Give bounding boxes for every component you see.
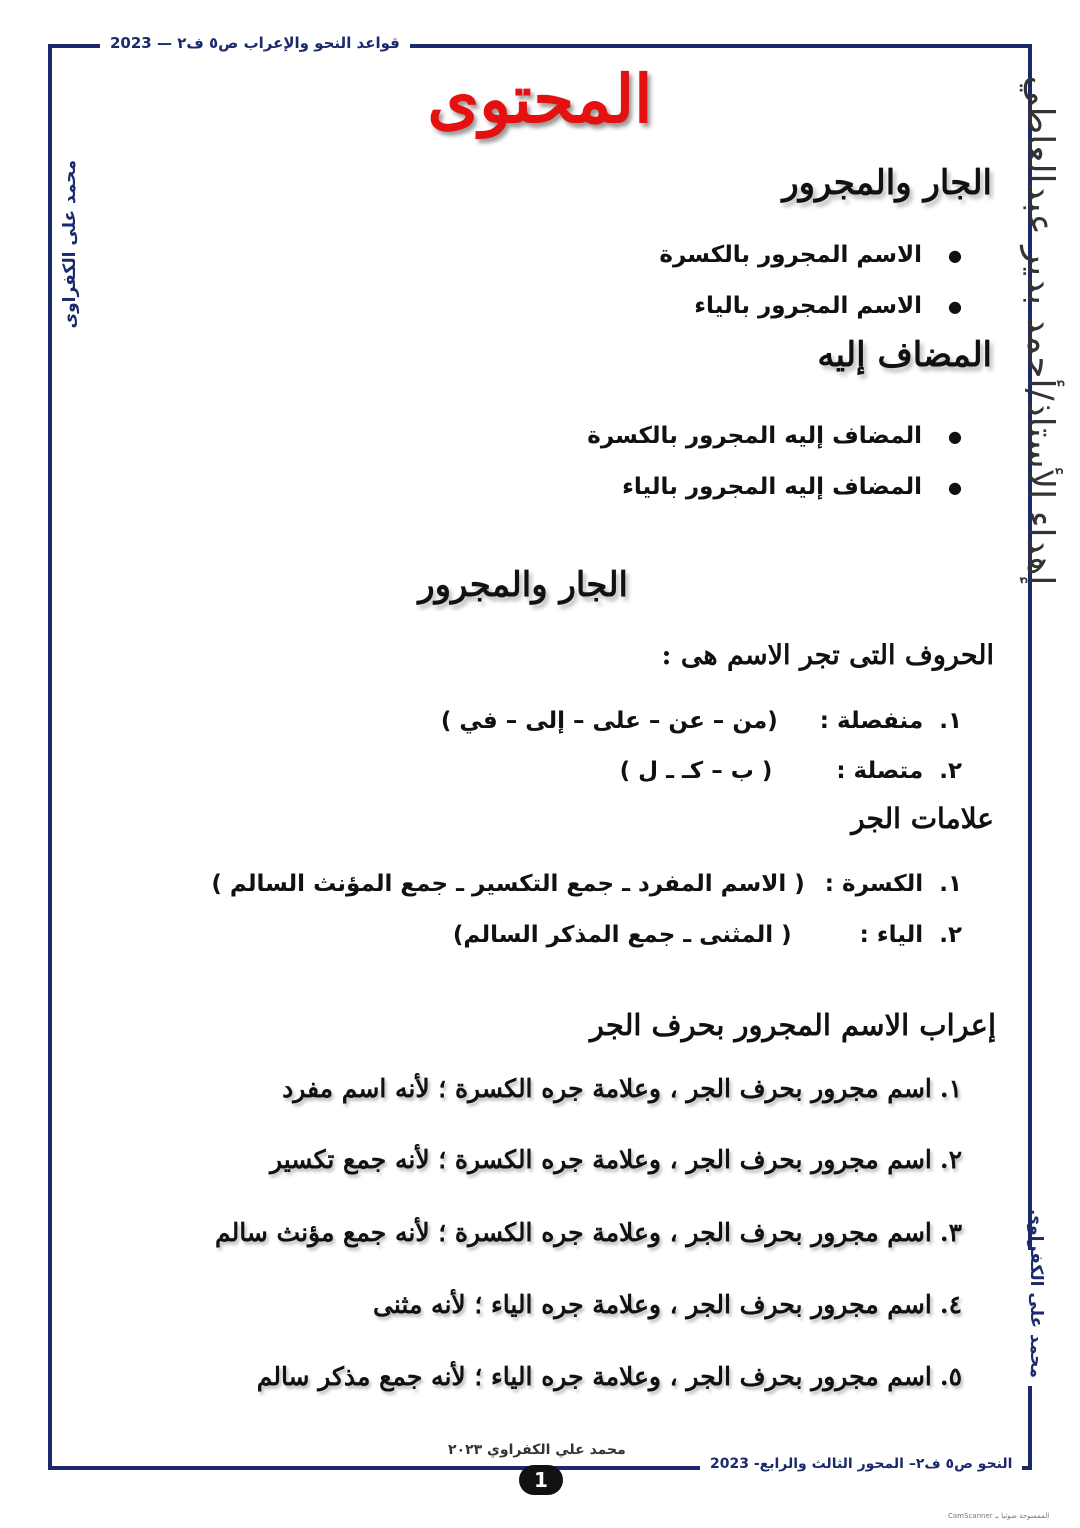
irab-text: اسم مجرور بحرف الجر ، وعلامة جره الكسرة ؛ لأنه جمع مؤنث سالم <box>215 1218 932 1247</box>
signs-value: ( الاسم المفرد ـ جمع التكسير ـ جمع المؤنث السالم ) <box>211 871 805 897</box>
page-number-badge: 1 <box>519 1465 563 1495</box>
signs-row <box>211 871 962 897</box>
page-title: المحتوى <box>427 60 653 138</box>
irab-text: اسم مجرور بحرف الجر ، وعلامة جره الكسرة ؛ لأنه اسم مفرد <box>282 1074 932 1103</box>
signs-num: ١. <box>939 871 962 897</box>
irab-item <box>257 1362 962 1391</box>
irab-num: ٥. <box>939 1362 962 1391</box>
frame-left-border <box>48 44 52 1468</box>
letters-value: ( ب – كـ ـ ل ) <box>619 758 773 784</box>
letters-label: متصلة : <box>836 758 924 784</box>
irab-num: ٤. <box>939 1290 962 1319</box>
letters-row <box>620 758 962 784</box>
toc-item: ● المضاف إليه المجرور بالياء <box>622 474 962 500</box>
irab-text: اسم مجرور بحرف الجر ، وعلامة جره الياء ؛ لأنه جمع مذكر سالم <box>256 1362 932 1391</box>
irab-title: إعراب الاسم المجرور بحرف الجر <box>589 1008 996 1042</box>
signs-label: الياء : <box>859 922 924 948</box>
irab-num: ١. <box>939 1074 962 1103</box>
header-tag: قواعد النحو والإعراب ص٥ ف٢ — 2023 <box>100 34 410 52</box>
irab-text: اسم مجرور بحرف الجر ، وعلامة جره الياء ؛ لأنه مثنى <box>373 1290 932 1319</box>
letters-label: منفصلة : <box>819 708 924 734</box>
signs-label: الكسرة : <box>824 871 924 897</box>
irab-item <box>282 1074 962 1103</box>
footer-tag: النحو ص٥ ف٢– المحور الثالث والرابع- 2023 <box>700 1456 1022 1472</box>
irab-text: اسم مجرور بحرف الجر ، وعلامة جره الكسرة ؛ لأنه جمع تكسير <box>269 1145 932 1174</box>
signs-num: ٢. <box>939 922 962 948</box>
signs-title: علامات الجر <box>851 802 994 835</box>
irab-num: ٢. <box>939 1145 962 1174</box>
letters-value: (من – عن – على – إلى – في ) <box>440 708 778 734</box>
toc-section2-title: المضاف إليه <box>817 335 992 375</box>
irab-item <box>215 1218 962 1247</box>
side-author-right: محمد على الكفراوى <box>1026 1250 1046 1386</box>
body-heading: الجار والمجرور <box>418 565 628 605</box>
side-dedication: إهداء الأستاذ/أحمد بدير عبدالعاطي <box>1019 75 1061 586</box>
letters-num: ١. <box>939 708 962 734</box>
signs-value: ( المثنى ـ جمع المذكر السالم) <box>452 922 792 948</box>
irab-item <box>373 1290 962 1319</box>
letters-num: ٢. <box>939 758 962 784</box>
toc-section1-title: الجار والمجرور <box>782 163 992 203</box>
toc-item: ● الاسم المجرور بالكسرة <box>659 242 962 268</box>
signs-row <box>453 922 962 948</box>
scanner-watermark: الممسوحة ضوئيا بـ CamScanner <box>948 1512 1050 1520</box>
side-author-left: محمد على الكفراوى <box>60 152 80 288</box>
letters-intro: الحروف التى تجر الاسم هى : <box>661 640 994 671</box>
irab-num: ٣. <box>939 1218 962 1247</box>
toc-item: ● الاسم المجرور بالياء <box>694 293 962 319</box>
toc-item: ● المضاف إليه المجرور بالكسرة <box>587 423 962 449</box>
irab-item <box>270 1145 962 1174</box>
letters-row <box>441 708 962 734</box>
footer-author: محمد علي الكفراوي ٢٠٢٣ <box>438 1442 636 1458</box>
